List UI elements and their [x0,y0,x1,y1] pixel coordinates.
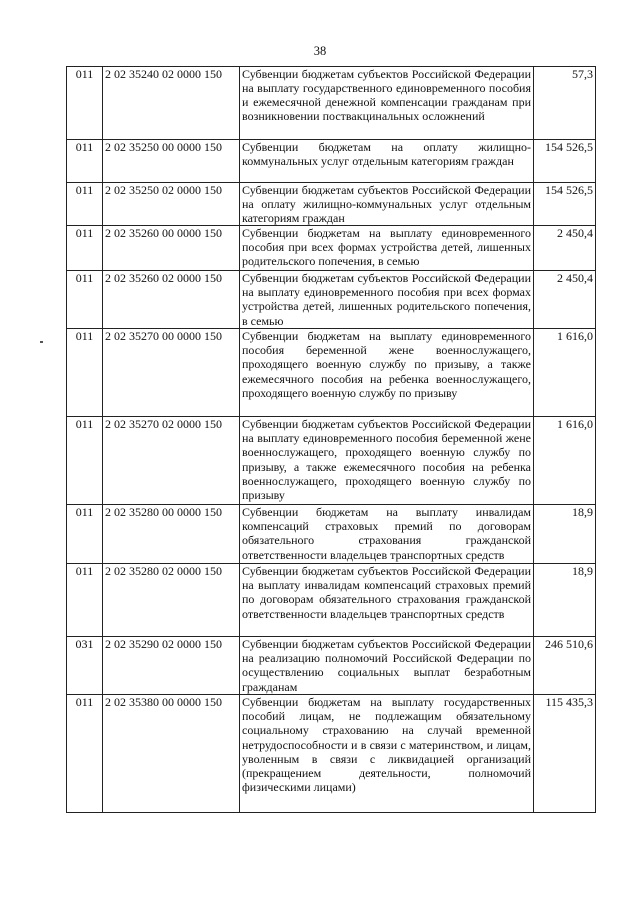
amount: 246 510,6 [534,637,596,695]
budget-classification-code: 2 02 35290 02 0000 150 [103,637,240,695]
budget-classification-code: 2 02 35380 00 0000 150 [103,695,240,813]
admin-code: 011 [67,505,103,564]
table-row [67,329,596,417]
revenue-description: Субвенции бюджетам на выплату единовременного пособия при всех формах устройства детей, лишенных родительского попечения, в семью [240,226,534,271]
margin-mark [40,341,43,343]
admin-code: 011 [67,271,103,329]
amount: 18,9 [534,505,596,564]
budget-classification-code: 2 02 35260 00 0000 150 [103,226,240,271]
amount: 18,9 [534,564,596,637]
amount: 115 435,3 [534,695,596,813]
table-row [67,417,596,505]
admin-code: 011 [67,695,103,813]
budget-classification-code: 2 02 35250 00 0000 150 [103,140,240,183]
amount: 154 526,5 [534,140,596,183]
table-row [67,183,596,226]
revenue-description: Субвенции бюджетам субъектов Российской Федерации на выплату государственного единовременного пособия и ежемесячной денежной компенсации гражданам при возникновении поствакцинальных осложнений [240,67,534,140]
revenue-description: Субвенции бюджетам на оплату жилищно-коммунальных услуг отдельным категориям граждан [240,140,534,183]
amount: 2 450,4 [534,271,596,329]
amount: 2 450,4 [534,226,596,271]
table-row [67,505,596,564]
admin-code: 011 [67,183,103,226]
table-row [67,564,596,637]
admin-code: 011 [67,564,103,637]
budget-classification-code: 2 02 35270 02 0000 150 [103,417,240,505]
revenue-description: Субвенции бюджетам субъектов Российской Федерации на выплату инвалидам компенсаций страховых премий по договорам обязательного страхования гражданской ответственности владельцев транспортных средств [240,564,534,637]
admin-code: 011 [67,417,103,505]
revenue-description: Субвенции бюджетам субъектов Российской Федерации на выплату единовременного пособия беременной жене военнослужащего, проходящего военную службу по призыву, а также ежемесячного пособия на ребенка военнослужащего, проходящего военную службу по призыву [240,417,534,505]
budget-table [66,66,596,813]
admin-code: 011 [67,140,103,183]
table-row [67,637,596,695]
budget-classification-code: 2 02 35250 02 0000 150 [103,183,240,226]
revenue-description: Субвенции бюджетам на выплату единовременного пособия беременной жене военнослужащего, проходящего военную службу по призыву, а также ежемесячного пособия на ребенка военнослужащего, проходящего военную службу по призыву [240,329,534,417]
amount: 1 616,0 [534,417,596,505]
admin-code: 011 [67,329,103,417]
amount: 57,3 [534,67,596,140]
table-row [67,271,596,329]
amount: 154 526,5 [534,183,596,226]
revenue-description: Субвенции бюджетам субъектов Российской Федерации на оплату жилищно-коммунальных услуг отдельным категориям граждан [240,183,534,226]
page-number: 38 [313,44,327,58]
admin-code: 011 [67,226,103,271]
table-row [67,67,596,140]
revenue-description: Субвенции бюджетам субъектов Российской Федерации на реализацию полномочий Российской Федерации по осуществлению социальных выплат безработным гражданам [240,637,534,695]
revenue-description: Субвенции бюджетам субъектов Российской Федерации на выплату единовременного пособия при всех формах устройства детей, лишенных родительского попечения, в семью [240,271,534,329]
admin-code: 011 [67,67,103,140]
revenue-description: Субвенции бюджетам на выплату инвалидам компенсаций страховых премий по договорам обязательного страхования гражданской ответственности владельцев транспортных средств [240,505,534,564]
table-row [67,695,596,813]
admin-code: 031 [67,637,103,695]
table-row [67,226,596,271]
budget-classification-code: 2 02 35270 00 0000 150 [103,329,240,417]
table-row [67,140,596,183]
amount: 1 616,0 [534,329,596,417]
budget-classification-code: 2 02 35280 00 0000 150 [103,505,240,564]
budget-classification-code: 2 02 35260 02 0000 150 [103,271,240,329]
revenue-description: Субвенции бюджетам на выплату государственных пособий лицам, не подлежащим обязательному социальному страхованию на случай временной нетрудоспособности и в связи с материнством, и лицам, уволенным в связи с ликвидацией организаций (прекращением деятельности, полномочий физическими лицами) [240,695,534,813]
budget-classification-code: 2 02 35280 02 0000 150 [103,564,240,637]
budget-classification-code: 2 02 35240 02 0000 150 [103,67,240,140]
